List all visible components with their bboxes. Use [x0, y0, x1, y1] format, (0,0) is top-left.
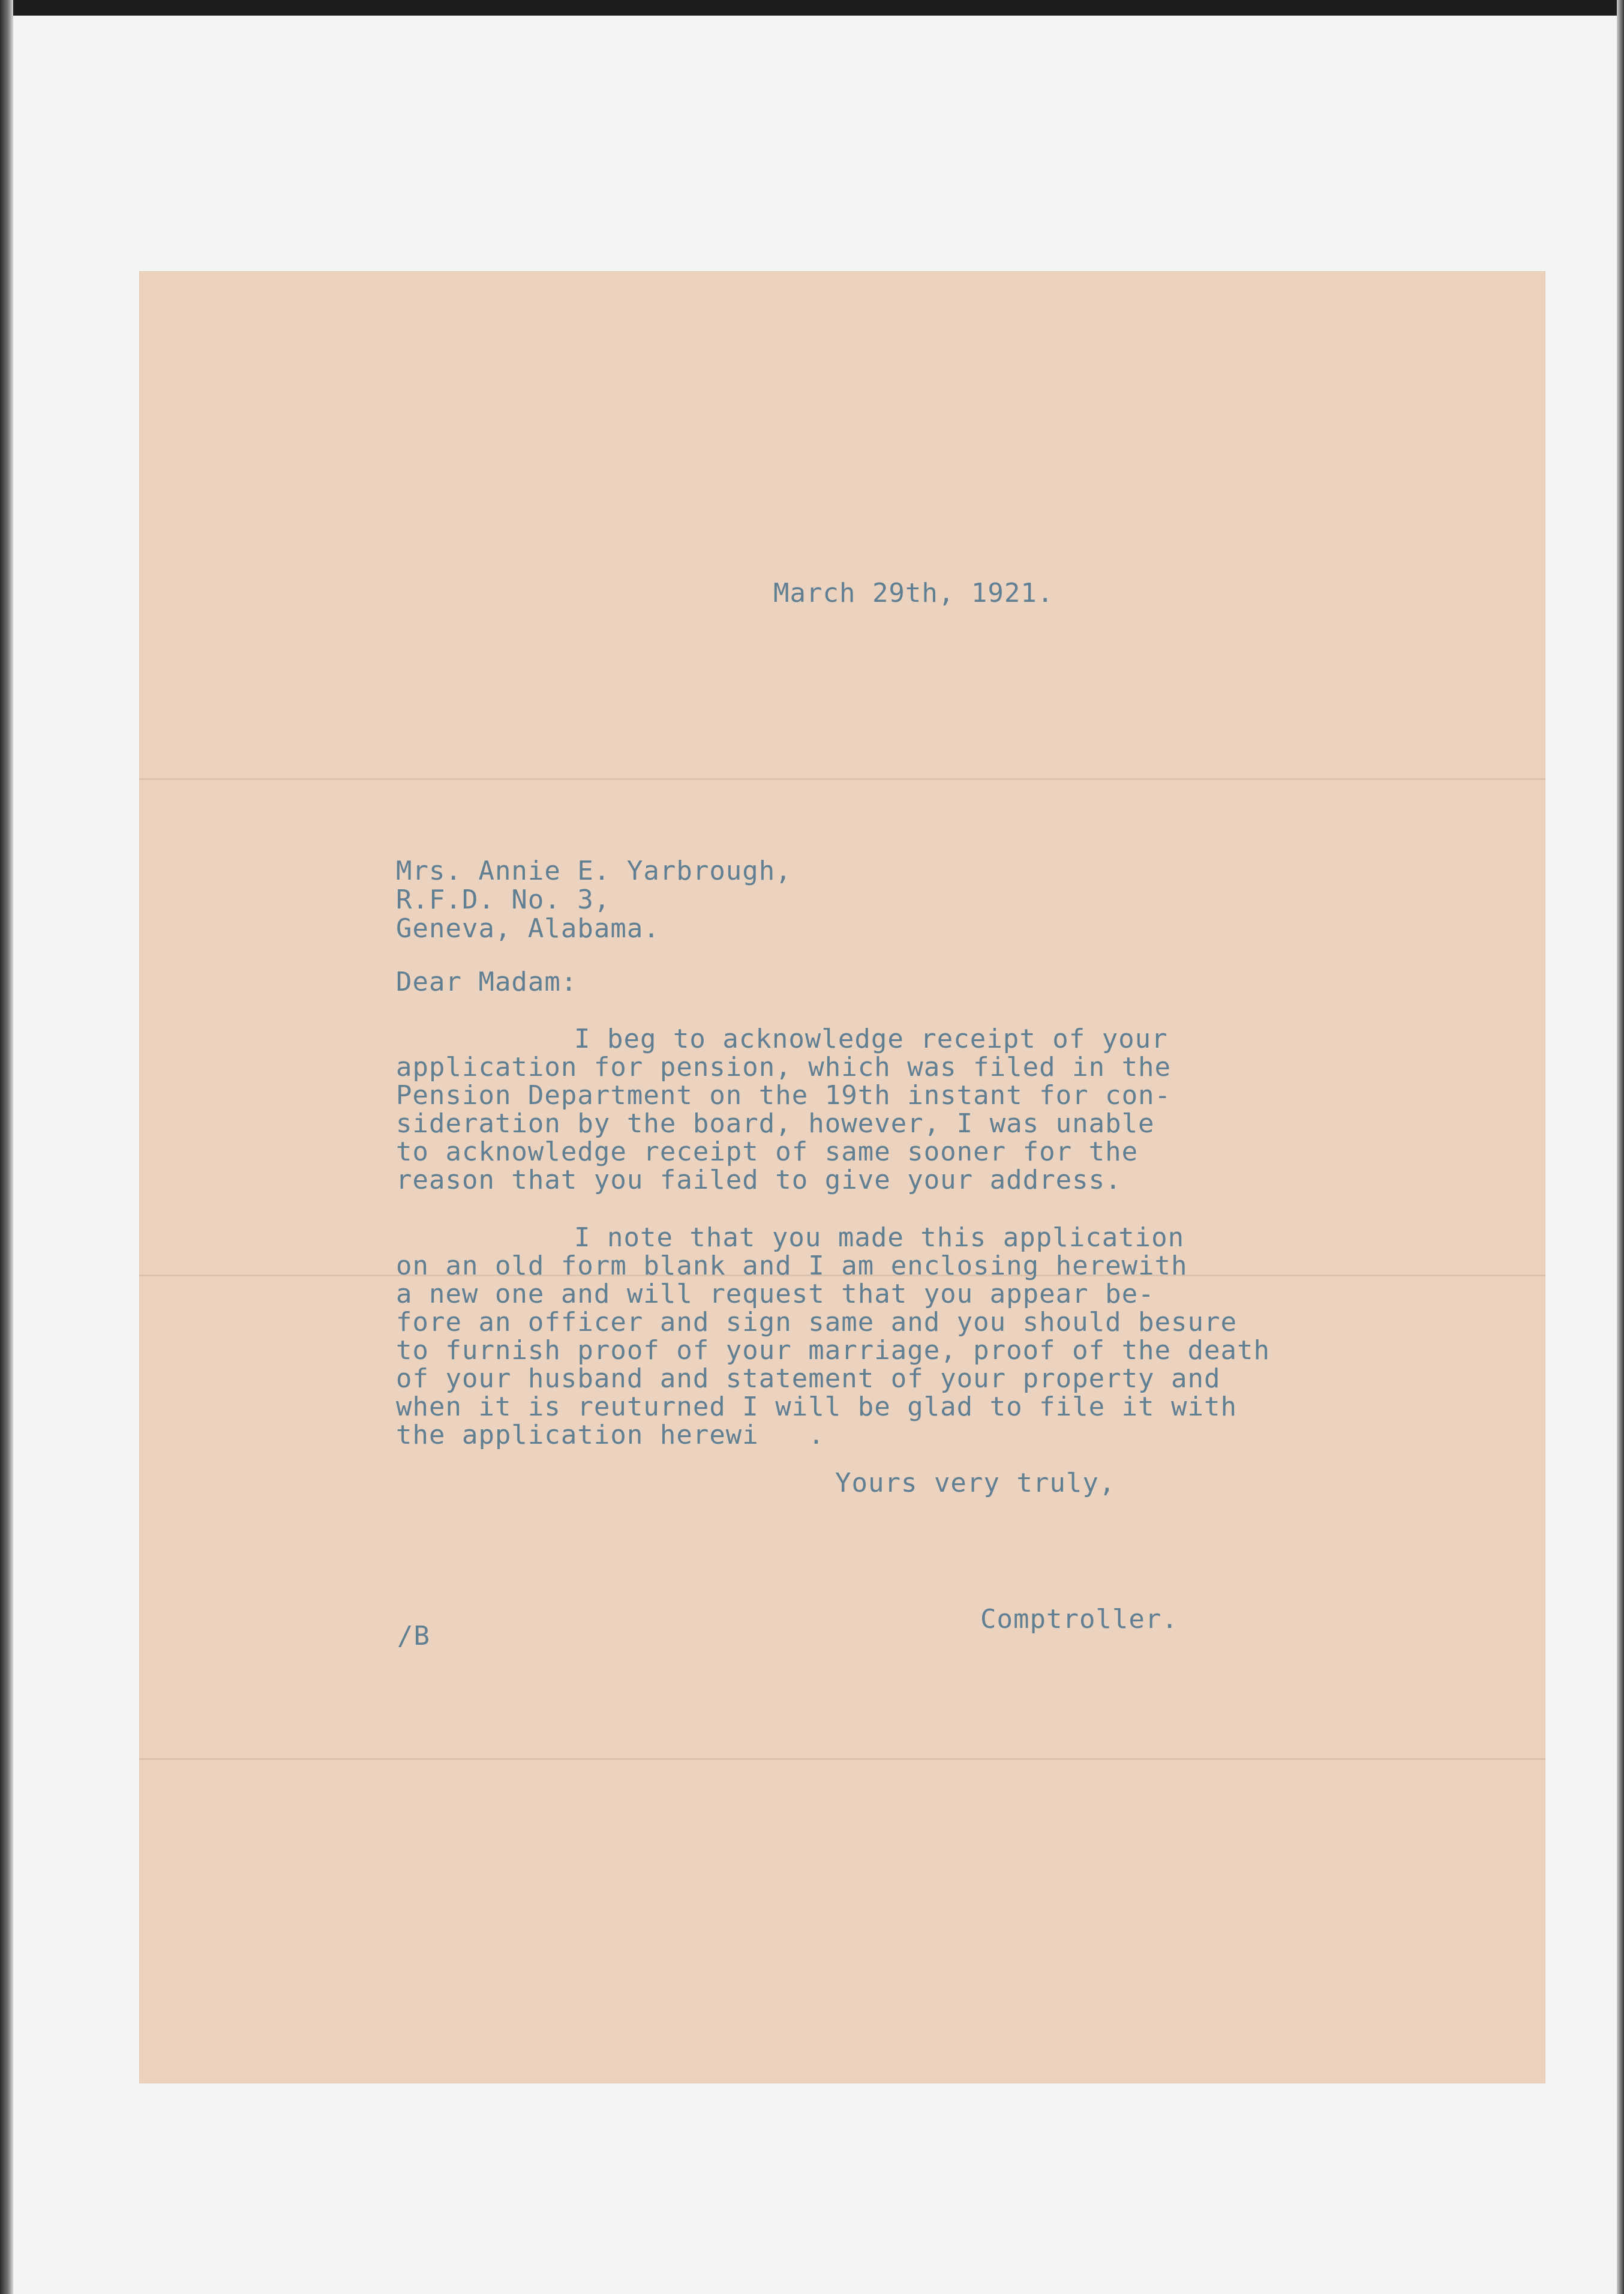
paragraph-2-line: the application herewi .: [396, 1420, 825, 1450]
letter-page: [139, 271, 1545, 2083]
paragraph-2-line: I note that you made this application: [574, 1222, 1185, 1253]
paragraph-1-line: reason that you failed to give your address.: [396, 1165, 1122, 1195]
address-line: Geneva, Alabama.: [396, 913, 660, 944]
typist-initials: /B: [397, 1621, 430, 1651]
salutation: Dear Madam:: [396, 967, 578, 997]
scan-edge-top: [0, 0, 1624, 16]
paragraph-2-line: on an old form blank and I am enclosing herewith: [396, 1251, 1188, 1281]
address-line: Mrs. Annie E. Yarbrough,: [396, 856, 792, 886]
paragraph-1-line: sideration by the board, however, I was unable: [396, 1108, 1155, 1139]
scan-edge-left: [0, 0, 13, 2294]
fold-line: [139, 778, 1545, 780]
paragraph-1-line: to acknowledge receipt of same sooner for the: [396, 1136, 1139, 1167]
address-line: R.F.D. No. 3,: [396, 884, 611, 915]
paragraph-2-line: fore an officer and sign same and you should besure: [396, 1307, 1238, 1338]
paragraph-1-line: Pension Department on the 19th instant for con-: [396, 1080, 1172, 1111]
letter-date: March 29th, 1921.: [773, 578, 1054, 608]
closing: Yours very truly,: [835, 1468, 1116, 1498]
paragraph-2-line: of your husband and statement of your property and: [396, 1363, 1221, 1394]
scan-edge-right: [1617, 0, 1624, 2294]
paragraph-1-line: application for pension, which was filed in the: [396, 1052, 1172, 1082]
paragraph-2-line: to furnish proof of your marriage, proof of the death: [396, 1335, 1270, 1366]
fold-line: [139, 1758, 1545, 1760]
signature-title: Comptroller.: [980, 1604, 1178, 1635]
paragraph-2-line: when it is reuturned I will be glad to file it with: [396, 1392, 1238, 1422]
paragraph-2-line: a new one and will request that you appear be-: [396, 1279, 1155, 1309]
paragraph-1-line: I beg to acknowledge receipt of your: [574, 1024, 1168, 1054]
